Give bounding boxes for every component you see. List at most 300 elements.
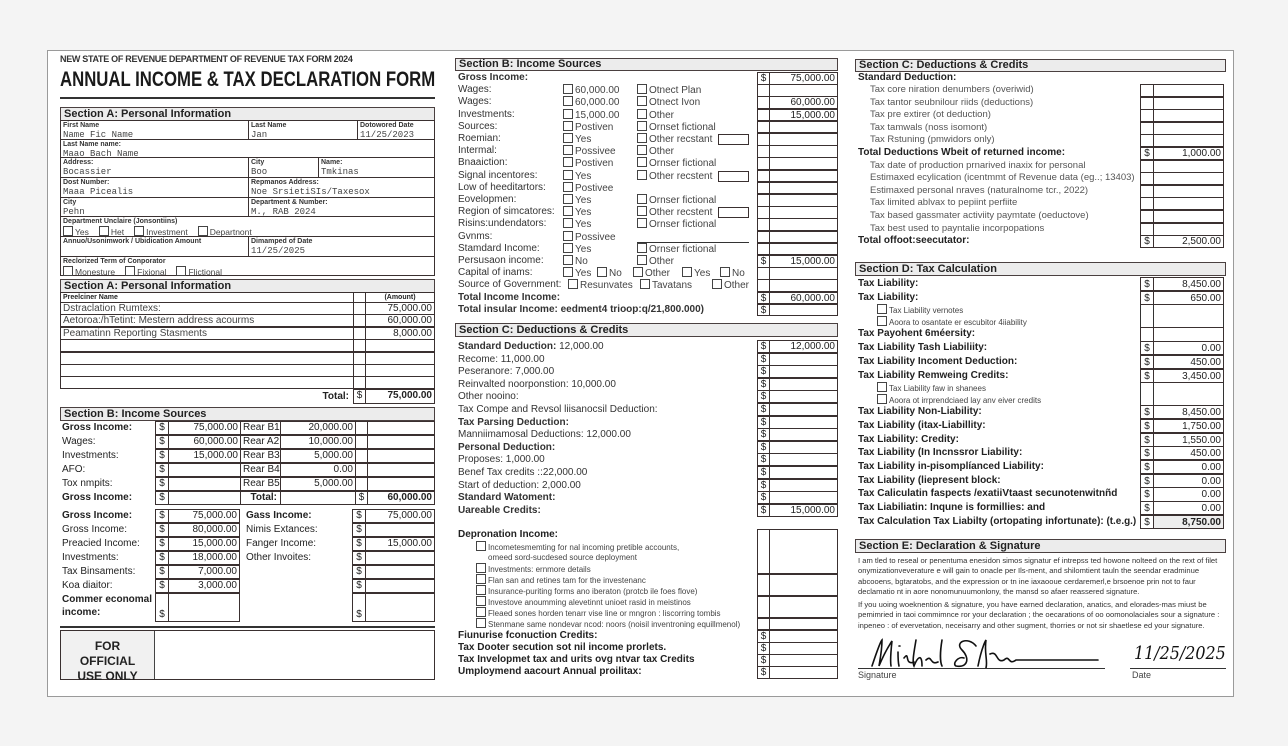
field-cell[interactable] [60, 216, 435, 237]
checkbox[interactable] [637, 218, 647, 228]
checkbox[interactable] [176, 266, 186, 276]
amount-cell[interactable] [769, 654, 838, 667]
checkbox-option[interactable] [637, 206, 715, 218]
total-amount-cell[interactable] [367, 435, 435, 449]
amount-cell[interactable] [769, 491, 838, 504]
income-label-2 [246, 593, 350, 607]
checkbox[interactable] [682, 267, 692, 277]
checkbox-option[interactable] [563, 255, 634, 267]
checkbox-option[interactable] [637, 255, 754, 267]
field-cell[interactable] [60, 236, 249, 257]
dollar-cell [1140, 197, 1154, 210]
amount-cell[interactable]: 80,000.00 [168, 523, 240, 537]
amount-cell[interactable] [769, 416, 838, 429]
amount-cell[interactable] [769, 206, 838, 219]
checkbox-option[interactable] [563, 109, 634, 121]
amount-cell[interactable] [769, 403, 838, 416]
checkbox[interactable] [568, 279, 578, 289]
amount-cell[interactable]: 0.00 [1153, 460, 1224, 474]
field-value[interactable]: M., RAB 2024 [251, 207, 316, 217]
amount-cell[interactable]: 15,000.00 [168, 449, 241, 463]
income-source-label: Wages: [458, 84, 492, 96]
dollar-cell: $ [757, 630, 770, 643]
checkbox[interactable] [637, 145, 647, 155]
amount-cell[interactable] [769, 630, 838, 643]
checklist-item[interactable] [476, 607, 753, 618]
checkbox[interactable] [877, 382, 887, 392]
field-cell[interactable] [60, 157, 249, 178]
income-source-label: Eovelopmen: [458, 194, 517, 205]
total-amount-cell[interactable] [367, 463, 435, 477]
checkbox-option[interactable] [637, 157, 754, 169]
amount-cell[interactable] [769, 279, 838, 292]
amount-cell[interactable]: 450.00 [1153, 446, 1224, 460]
income-source-label: Persusaon income: [458, 255, 544, 266]
amount-cell[interactable]: 75,000.00 [168, 421, 241, 435]
checkbox[interactable] [637, 84, 647, 94]
checkbox-option[interactable] [637, 170, 715, 182]
amount-cell[interactable] [769, 378, 838, 391]
amount-cell[interactable]: 18,000.00 [168, 551, 240, 565]
income-source-label: Total Income Income: [458, 291, 561, 303]
amount-cell[interactable]: 0.00 [1153, 487, 1224, 501]
amount-cell[interactable] [365, 593, 435, 622]
line-item-amount[interactable]: 8,000.00 [365, 327, 435, 340]
amount-cell[interactable] [769, 666, 838, 679]
text-input[interactable] [718, 134, 749, 145]
tax-row-label: Tax Liability Incoment Deduction: [858, 355, 1018, 367]
income-label: Koa diaitor: [62, 580, 113, 591]
checkbox-option[interactable] [176, 267, 222, 277]
checkbox-option[interactable] [568, 279, 637, 291]
amount-cell[interactable] [1153, 223, 1224, 236]
amount-cell[interactable] [365, 579, 435, 593]
amount-cell[interactable] [769, 428, 838, 441]
tax-row-label: Tax Liabiliatin: Inqune is formillies: and [858, 502, 1046, 514]
checkbox[interactable] [640, 279, 650, 289]
amount-cell[interactable]: 60,000.00 [168, 435, 241, 449]
amount-cell[interactable] [1153, 97, 1224, 110]
checkbox-option[interactable] [877, 382, 1136, 394]
checkbox-option[interactable] [720, 267, 754, 279]
checkbox-option[interactable] [563, 145, 634, 157]
income-source-label: Risins:undendators: [458, 218, 547, 230]
checkbox[interactable] [637, 255, 647, 265]
checkbox[interactable] [637, 157, 647, 167]
amount-cell[interactable]: 1,550.00 [1153, 433, 1224, 447]
amount-cell[interactable] [365, 523, 435, 537]
dollar-cell: $ [155, 537, 169, 551]
amount-cell[interactable]: 1,000.00 [1153, 147, 1224, 160]
amount-cell[interactable]: 450.00 [1153, 355, 1224, 369]
line-item-name[interactable] [60, 352, 354, 365]
amount-cell[interactable]: 3,450.00 [1153, 369, 1224, 383]
field-cell[interactable] [248, 236, 435, 257]
checklist-item[interactable] [476, 618, 753, 629]
amount-cell[interactable]: 7,000.00 [168, 565, 240, 579]
amount-cell[interactable]: 12,000.00 [769, 340, 838, 353]
checkbox[interactable] [476, 563, 486, 573]
amount-cell[interactable] [769, 574, 838, 596]
dollar-cell: $ [1140, 369, 1154, 383]
field-cell[interactable] [60, 177, 249, 198]
checkbox[interactable] [563, 267, 573, 277]
checkbox-option[interactable] [597, 267, 630, 279]
checkbox-label: Ornser fictional [649, 219, 717, 231]
line-item-amount[interactable] [365, 339, 435, 352]
checklist-item[interactable] [476, 585, 753, 596]
field-value[interactable]: Pehn [63, 207, 85, 217]
field-value[interactable]: Maaa Picealis [63, 187, 134, 197]
checkbox-option[interactable] [63, 267, 115, 277]
deduction-item: Total offoot:seecutator: [858, 235, 970, 247]
checkbox[interactable] [476, 574, 486, 584]
checkbox-option[interactable] [682, 267, 717, 279]
field-cell[interactable] [248, 197, 435, 217]
checkbox[interactable] [476, 596, 486, 606]
amount-cell[interactable]: 15,000.00 [365, 537, 435, 551]
checklist-item[interactable] [476, 574, 753, 585]
amount-cell[interactable] [1153, 172, 1224, 185]
amount-cell[interactable] [168, 593, 240, 622]
checkbox-option[interactable] [637, 145, 754, 157]
declaration-paragraph: If you uoing woeknention & signature, you have earned declaration, anatics, and elorades-mas miust be pemimried in taoi commimnce ror your declaration ; the oecarations of oo oomonolaciales sour a signature : inpeneo : of evervetation, neceisarry and other sugment, thorries or not sir shaetlese ed your signature. [858, 600, 1220, 630]
income-label: Gross Income: [62, 524, 128, 535]
depreciation-title: Depronation Income: [458, 529, 559, 540]
checkbox[interactable] [637, 170, 647, 180]
income-label: Investments: [62, 450, 119, 461]
line-item-amount[interactable] [365, 352, 435, 365]
deduction-row [458, 504, 753, 517]
text-input[interactable] [718, 171, 749, 182]
checkbox[interactable] [476, 618, 486, 628]
deduction-text: Reinvalted noorponstion: 10,000.00 [458, 378, 616, 390]
amount-cell[interactable] [1153, 197, 1224, 210]
amount-cell[interactable] [769, 529, 838, 574]
amount-cell[interactable] [769, 453, 838, 466]
amount-cell[interactable] [168, 477, 241, 491]
text-input[interactable] [718, 207, 749, 218]
amount-cell[interactable] [769, 479, 838, 492]
field-cell[interactable] [318, 157, 435, 178]
deduction-item: Total Deductions Wbeit of returned income: [858, 147, 1066, 158]
tax-row-label: Tax Liability: [858, 291, 919, 303]
amount-cell[interactable] [1153, 185, 1224, 198]
amount-cell[interactable]: 650.00 [1153, 291, 1224, 305]
amount-cell[interactable] [168, 491, 241, 505]
checkbox[interactable] [198, 226, 208, 236]
amount-cell[interactable]: 2,500.00 [1153, 235, 1224, 248]
checklist-item[interactable] [476, 541, 753, 552]
field-cell[interactable] [248, 120, 358, 140]
checkbox-option[interactable] [563, 96, 634, 108]
checkbox[interactable] [637, 96, 647, 106]
deduction-text: Proposes: 1,000.00 [458, 454, 545, 466]
checkbox-option[interactable] [563, 218, 634, 230]
amount-cell[interactable] [1153, 210, 1224, 223]
checkbox[interactable] [563, 243, 573, 253]
field-cell[interactable] [60, 120, 249, 140]
line-item-amount[interactable] [365, 376, 435, 389]
checkbox-option[interactable] [563, 121, 634, 133]
deduction-row [458, 441, 753, 454]
sub-amount[interactable]: 5,000.00 [280, 449, 356, 463]
checkbox[interactable] [563, 145, 573, 155]
checkbox[interactable] [563, 157, 573, 167]
field-value[interactable]: Bocassier [63, 167, 112, 177]
checkbox-option[interactable] [637, 109, 754, 121]
line-item-name[interactable] [60, 376, 354, 389]
line-item-name[interactable]: Aetoroa:/hTetint: Mestern address acourms [60, 314, 354, 327]
sub-amount[interactable]: 10,000.00 [280, 435, 356, 449]
tax-row-label: Tax Liability Remweing Credits: [858, 369, 1009, 381]
amount-cell[interactable]: 60,000.00 [769, 292, 838, 305]
checkbox[interactable] [563, 194, 573, 204]
amount-cell[interactable]: 60,000.00 [769, 96, 838, 109]
amount-cell[interactable] [769, 121, 838, 134]
checklist-item[interactable] [476, 563, 753, 574]
checkbox[interactable] [563, 182, 573, 192]
amount-cell[interactable] [1153, 109, 1224, 122]
checkbox[interactable] [563, 133, 573, 143]
checkbox[interactable] [877, 394, 887, 404]
checkbox-option[interactable] [637, 133, 715, 145]
amount-cell[interactable] [769, 390, 838, 403]
field-cell[interactable] [357, 120, 435, 140]
checkbox[interactable] [563, 206, 573, 216]
amount-cell[interactable] [769, 231, 838, 244]
dollar-cell: $ [1140, 291, 1154, 305]
checkbox-option[interactable] [712, 279, 754, 291]
checkbox-option[interactable] [637, 218, 754, 230]
field-label: Repmanos Address: [251, 179, 319, 186]
checkbox-option[interactable] [637, 84, 754, 96]
amount-cell[interactable] [769, 182, 838, 195]
checkbox-option[interactable] [563, 133, 634, 145]
checkbox[interactable] [134, 226, 144, 236]
amount-cell[interactable] [769, 365, 838, 378]
checkbox-option[interactable] [563, 84, 634, 96]
amount-cell[interactable]: 8,750.00 [1153, 515, 1224, 529]
checkbox-option[interactable] [877, 304, 1136, 316]
amount-cell[interactable] [769, 243, 838, 256]
amount-cell[interactable] [769, 133, 838, 146]
checklist-item[interactable] [476, 596, 753, 607]
line-item-name[interactable] [60, 364, 354, 377]
amount-cell[interactable]: 3,000.00 [168, 579, 240, 593]
total-amount-cell[interactable] [367, 477, 435, 491]
checkbox-option[interactable] [637, 243, 754, 255]
amount-cell[interactable] [365, 551, 435, 565]
checkbox[interactable] [597, 267, 607, 277]
checkbox[interactable] [637, 206, 647, 216]
checkbox[interactable] [637, 243, 647, 253]
amount-cell[interactable]: 8,450.00 [1153, 405, 1224, 419]
amount-cell[interactable]: 15,000.00 [168, 537, 240, 551]
checkbox-label: Het [110, 227, 125, 237]
amount-cell[interactable]: 8,450.00 [1153, 277, 1224, 291]
amount-cell[interactable]: 0.00 [1153, 474, 1224, 488]
field-cell[interactable] [60, 256, 435, 276]
checkbox[interactable] [125, 266, 135, 276]
field-value[interactable]: Boo [251, 167, 268, 177]
checkbox-option[interactable] [637, 194, 754, 206]
amount-cell[interactable] [769, 596, 838, 618]
checkbox-option[interactable] [633, 267, 679, 279]
dollar-cell: $ [352, 509, 366, 523]
checkbox-option[interactable] [563, 194, 634, 206]
checkbox-option[interactable] [563, 157, 634, 169]
amount-cell[interactable] [769, 353, 838, 366]
field-cell[interactable] [248, 157, 319, 178]
field-value[interactable]: Tmkinas [321, 167, 359, 177]
field-value[interactable]: Name Fic Name [63, 130, 134, 140]
checkbox[interactable] [563, 96, 573, 106]
checkbox[interactable] [563, 218, 573, 228]
total-amount-cell[interactable] [367, 449, 435, 463]
line-item-amount[interactable] [365, 364, 435, 377]
checkbox[interactable] [563, 255, 573, 265]
section-a2-header: Section A: Personal Information [60, 279, 435, 293]
amount-cell[interactable] [769, 157, 838, 170]
checkbox[interactable] [637, 194, 647, 204]
checkbox-option[interactable] [125, 267, 166, 277]
deduction-label: Standard Deduction: [458, 341, 557, 352]
field-value[interactable]: Maao Bach Name [63, 149, 139, 159]
deduction-item: Tax based gassmater activiity paymtate (oeductove) [870, 210, 1089, 221]
amount-cell[interactable]: 0.00 [1153, 501, 1224, 515]
checkbox[interactable] [563, 121, 573, 131]
checkbox-option[interactable] [877, 394, 1136, 406]
amount-cell[interactable] [769, 84, 838, 97]
checkbox[interactable] [720, 267, 730, 277]
checkbox-option[interactable] [637, 96, 754, 108]
amount-cell[interactable]: 1,750.00 [1153, 419, 1224, 433]
deduction-item: Tax tamwals (noss isomont) [870, 121, 988, 133]
checkbox[interactable] [99, 226, 109, 236]
checkbox[interactable] [563, 170, 573, 180]
amount-cell[interactable] [769, 194, 838, 207]
field-cell[interactable] [60, 139, 435, 158]
total-amount-cell[interactable] [367, 421, 435, 435]
checkbox[interactable] [63, 226, 73, 236]
amount-cell[interactable]: 75,000.00 [168, 509, 240, 523]
checkbox-option[interactable] [563, 206, 634, 218]
line-item-name[interactable] [60, 339, 354, 352]
line-item-amount[interactable]: 75,000.00 [365, 302, 435, 315]
amount-cell[interactable] [769, 170, 838, 183]
date-label: Date [1132, 670, 1152, 680]
deduction-item: Estimaxed ecylication (icentmmt of Revenue data (eg..; 13403) [870, 172, 1135, 184]
checklist-text: Fleaed sones horden tenarr vise line or mngron : liscorring tombis [488, 609, 721, 618]
line-item-name[interactable]: Peamatinn Reporting Stasments [60, 327, 354, 340]
field-value[interactable]: Jan [251, 130, 268, 140]
checkbox[interactable] [476, 607, 486, 617]
date-value[interactable]: 11/25/2025 [1134, 643, 1226, 664]
checkbox-label: Departnont [209, 227, 252, 237]
checkbox-option[interactable] [563, 170, 634, 182]
sub-amount[interactable]: 0.00 [280, 463, 356, 477]
checkbox-option[interactable] [877, 316, 1136, 328]
checkbox-option[interactable] [640, 279, 709, 291]
checkbox[interactable] [563, 231, 573, 241]
checkbox-option[interactable] [563, 267, 594, 279]
field-label: Department Unclaire (Jonsontiins) [63, 218, 178, 225]
amount-cell[interactable] [769, 304, 838, 317]
amount-cell[interactable] [1153, 160, 1224, 173]
sub-amount[interactable] [280, 491, 356, 505]
credit-row-label: Fiunurise fconuction Credits: [458, 630, 598, 641]
checkbox-option[interactable] [563, 182, 754, 194]
amount-cell[interactable] [1153, 134, 1224, 147]
checkbox-label: No [732, 268, 745, 280]
field-label: City [251, 159, 265, 166]
signature-label: Signature [858, 670, 897, 680]
amount-cell[interactable]: 15,000.00 [769, 109, 838, 122]
amount-cell[interactable]: 15,000.00 [769, 255, 838, 268]
amount-cell[interactable] [769, 466, 838, 479]
amount-cell[interactable] [1153, 122, 1224, 135]
amount-cell[interactable] [769, 441, 838, 454]
field-value[interactable]: Noe SrsietiSIs/Taxesox [251, 187, 370, 197]
amount-cell[interactable] [769, 145, 838, 158]
checkbox[interactable] [712, 279, 722, 289]
amount-cell[interactable] [769, 218, 838, 231]
checkbox[interactable] [476, 541, 486, 551]
field-value[interactable]: 11/25/2025 [251, 246, 306, 256]
dollar-cell: $ [757, 340, 770, 353]
field-cell[interactable] [248, 177, 435, 198]
amount-cell[interactable]: 0.00 [1153, 341, 1224, 355]
checkbox[interactable] [637, 109, 647, 119]
signature-field[interactable] [858, 636, 1106, 668]
checkbox-label: Otnect Plan [649, 85, 702, 97]
field-cell[interactable] [60, 197, 249, 217]
checkbox-option[interactable] [637, 121, 754, 133]
amount-cell[interactable] [168, 463, 241, 477]
dollar-cell [1140, 134, 1154, 147]
field-value[interactable]: 11/25/2023 [360, 130, 415, 140]
sub-amount[interactable]: 20,000.00 [280, 421, 356, 435]
checkbox[interactable] [476, 585, 486, 595]
amount-cell[interactable] [1153, 327, 1224, 341]
checkbox[interactable] [63, 266, 73, 276]
amount-cell[interactable]: 75,000.00 [365, 509, 435, 523]
dollar-cell: $ [757, 654, 770, 667]
amount-cell[interactable]: 15,000.00 [769, 504, 838, 517]
amount-cell[interactable] [769, 642, 838, 655]
amount-cell[interactable] [769, 618, 838, 630]
income-label: Gross Income: [62, 510, 133, 521]
checkbox[interactable] [877, 316, 887, 326]
checkbox[interactable] [563, 84, 573, 94]
checkbox[interactable] [563, 109, 573, 119]
line-item-name[interactable]: Dstraclation Rumtexs: [60, 302, 354, 315]
checkbox[interactable] [637, 121, 647, 131]
amount-cell[interactable] [769, 267, 838, 280]
total-amount-cell[interactable]: 60,000.00 [367, 491, 435, 505]
amount-cell[interactable] [1153, 84, 1224, 97]
deduction-row [458, 453, 753, 466]
amount-cell[interactable] [365, 565, 435, 579]
checkbox[interactable] [637, 133, 647, 143]
checkbox[interactable] [633, 267, 643, 277]
line-item-amount[interactable]: 60,000.00 [365, 314, 435, 327]
checkbox[interactable] [877, 304, 887, 314]
sub-amount[interactable]: 5,000.00 [280, 477, 356, 491]
checkbox-option[interactable] [563, 243, 634, 255]
amount-cell[interactable]: 75,000.00 [769, 72, 838, 85]
